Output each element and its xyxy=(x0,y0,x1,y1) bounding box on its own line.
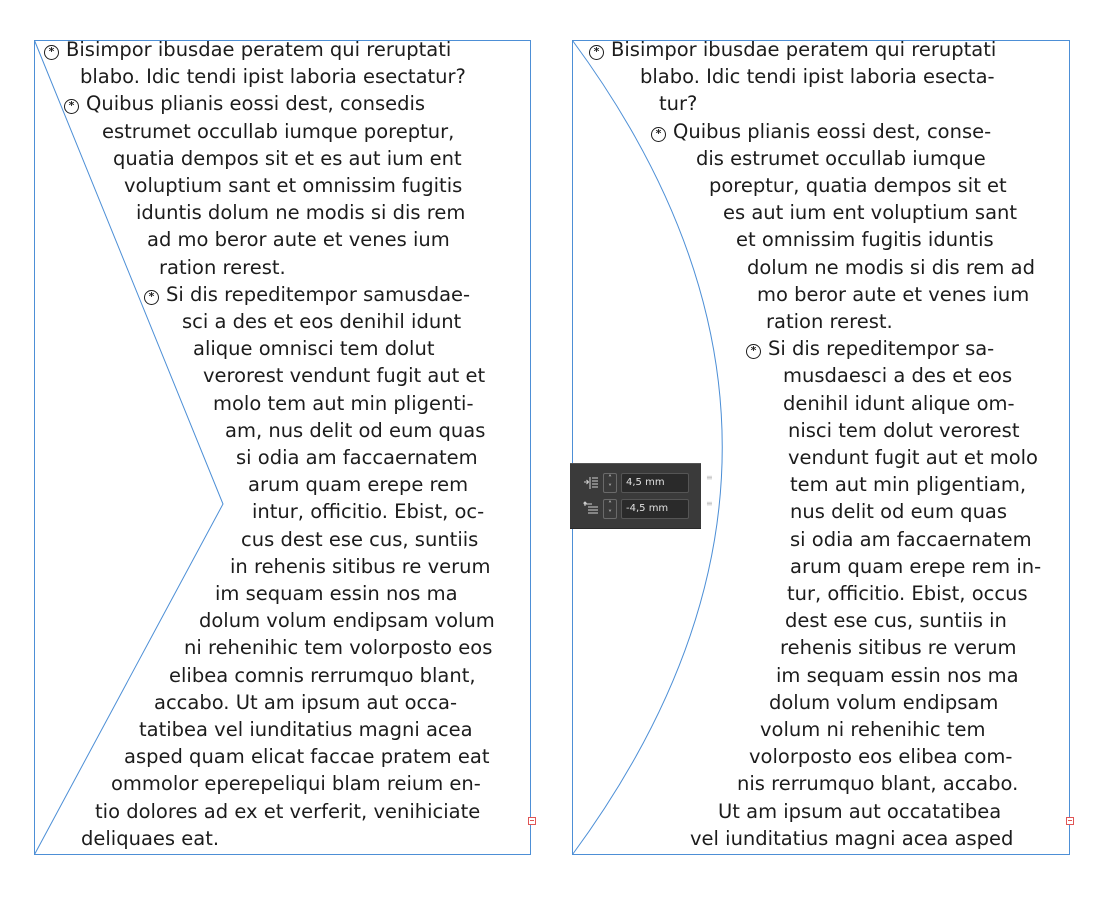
paragraph-line xyxy=(718,798,1001,825)
line-text: Quibus plianis eossi dest, consedis xyxy=(86,92,426,116)
paragraph-line xyxy=(213,390,473,417)
paragraph-line xyxy=(193,335,434,362)
asterisk-in-circle-icon: * xyxy=(44,45,59,60)
line-text: Quibus plianis eossi dest, conse- xyxy=(673,119,992,143)
asterisk-in-circle-icon: * xyxy=(746,344,761,359)
line-text: dolum ne modis si dis rem ad xyxy=(747,255,1035,279)
paragraph-line xyxy=(696,145,986,172)
line-text: vendunt fugit aut et molo xyxy=(788,446,1038,469)
paragraph-line xyxy=(780,634,1017,661)
paragraph-line xyxy=(747,254,1035,281)
paragraph-line xyxy=(709,172,1007,199)
first-line-indent-field[interactable]: -4,5 mm xyxy=(621,499,689,519)
paragraph-line xyxy=(788,444,1038,471)
line-text: es aut ium ent voluptium sant xyxy=(723,201,1018,225)
line-text: alique omnisci tem dolut xyxy=(193,337,435,361)
paragraph-line xyxy=(111,770,481,797)
line-text: tem aut min pligentiam, xyxy=(790,473,1027,497)
paragraph-line xyxy=(690,825,1013,852)
paragraph-line xyxy=(203,362,485,389)
line-text: dis estrumet occullab iumque xyxy=(696,146,986,170)
paragraph-line xyxy=(236,444,478,471)
paragraph-line xyxy=(790,498,1007,525)
paragraph-line xyxy=(154,689,457,716)
paragraph-line xyxy=(766,308,893,335)
line-text: arum quam erepe rem xyxy=(248,473,469,497)
asterisk-in-circle-icon: * xyxy=(64,99,79,114)
paragraph-line xyxy=(252,498,484,525)
paragraph-line xyxy=(81,825,219,852)
line-text: asped quam elicat faccae pratem eat xyxy=(124,745,490,769)
paragraph-line xyxy=(230,553,490,580)
line-text: Bisimpor ibusdae peratem qui reruptati xyxy=(66,38,452,61)
paragraph-line xyxy=(215,580,458,607)
line-text: Ut am ipsum aut occatatibea xyxy=(718,799,1002,823)
paragraph-line xyxy=(124,743,489,770)
line-text: molo tem aut min pligenti- xyxy=(213,391,474,415)
line-text: mo beror aute et venes ium xyxy=(757,282,1030,306)
line-text: arum quam erepe rem in- xyxy=(790,554,1042,578)
line-text: deliquaes eat. xyxy=(81,826,220,850)
asterisk-in-circle-icon: * xyxy=(144,290,159,305)
paragraph-line xyxy=(788,417,1020,444)
bullet-paragraph-line xyxy=(589,36,996,63)
panel-overflow-icon: ≡ xyxy=(706,499,713,508)
paragraph-line xyxy=(790,553,1041,580)
line-text: et omnissim fugitis iduntis xyxy=(736,228,994,252)
paragraph-line xyxy=(790,526,1032,553)
line-text: volum ni rehenihic tem xyxy=(760,718,986,741)
paragraph-line xyxy=(182,308,461,335)
paragraph-line xyxy=(776,662,1019,689)
line-text: dest ese cus, suntiis in xyxy=(785,609,1007,633)
paragraph-line xyxy=(757,281,1029,308)
paragraph-line xyxy=(769,689,998,716)
bullet-paragraph-line xyxy=(651,118,991,145)
bullet-paragraph-line xyxy=(64,90,425,117)
paragraph-line xyxy=(783,362,1012,389)
overset-text-marker[interactable] xyxy=(528,817,536,825)
line-text: dolum volum endipsam xyxy=(769,690,999,714)
line-text: tatibea vel iunditatius magni acea xyxy=(139,718,473,741)
paragraph-line xyxy=(248,471,468,498)
paragraph-line xyxy=(124,172,462,199)
paragraph-line xyxy=(790,471,1026,498)
overset-text-marker[interactable] xyxy=(1066,817,1074,825)
line-text: ration rerest. xyxy=(159,255,286,279)
line-text: estrumet occullab iumque poreptur, xyxy=(102,119,455,143)
line-text: voluptium sant et omnissim fugitis xyxy=(124,174,463,197)
line-text: cus dest ese cus, suntiis xyxy=(241,527,479,551)
line-text: accabo. Ut am ipsum aut occa- xyxy=(154,690,457,714)
paragraph-line xyxy=(659,90,697,117)
left-indent-icon xyxy=(583,475,599,491)
line-text: in rehenis sitibus re verum xyxy=(230,554,491,578)
paragraph-line xyxy=(736,226,994,253)
line-text: verorest vendunt fugit aut et xyxy=(203,364,486,388)
paragraph-line xyxy=(225,417,485,444)
line-text: im sequam essin nos ma xyxy=(215,582,458,605)
line-text: ommolor eperepeliqui blam reium en- xyxy=(111,772,481,796)
asterisk-in-circle-icon: * xyxy=(651,127,666,142)
first-line-indent-icon xyxy=(583,501,599,517)
line-text: Bisimpor ibusdae peratem qui reruptati xyxy=(611,38,997,61)
line-text: poreptur, quatia dempos sit et xyxy=(709,174,1007,197)
paragraph-line xyxy=(95,798,480,825)
paragraph-line xyxy=(640,63,995,90)
line-text: im sequam essin nos ma xyxy=(776,663,1019,687)
line-text: quatia dempos sit et es aut ium ent xyxy=(113,146,462,170)
text-frame-right[interactable] xyxy=(572,0,1072,900)
paragraph-line xyxy=(749,743,1012,770)
paragraph-line xyxy=(737,770,1018,797)
paragraph-line xyxy=(760,716,985,743)
indent-control-panel xyxy=(570,463,713,529)
paragraph-line xyxy=(113,145,462,172)
paragraph-line xyxy=(80,63,466,90)
paragraph-line xyxy=(139,716,473,743)
line-text: blabo. Idic tendi ipist laboria esectatur? xyxy=(80,65,466,89)
line-text: tio dolores ad ex et verferit, venihiciate xyxy=(95,799,481,823)
line-text: sci a des et eos denihil idunt xyxy=(182,310,462,333)
line-text: intur, officitio. Ebist, oc- xyxy=(252,500,485,524)
bullet-paragraph-line xyxy=(144,281,470,308)
left-indent-field[interactable]: 4,5 mm xyxy=(621,473,689,493)
line-text: Si dis repeditempor sa- xyxy=(768,337,995,361)
line-text: dolum volum endipsam volum xyxy=(199,609,495,633)
paragraph-line xyxy=(785,607,1007,634)
line-text: Si dis repeditempor samusdae- xyxy=(166,282,471,306)
bullet-paragraph-line xyxy=(746,335,994,362)
line-text: si odia am faccaernatem xyxy=(236,446,478,469)
panel-overflow-icon: ≡ xyxy=(706,473,713,482)
paragraph-line xyxy=(723,199,1017,226)
line-text: ad mo beror aute et venes ium xyxy=(147,228,450,252)
paragraph-line xyxy=(169,662,476,689)
paragraph-line xyxy=(136,199,465,226)
paragraph-line xyxy=(787,580,1028,607)
line-text: am, nus delit od eum quas xyxy=(225,418,486,442)
line-text: rehenis sitibus re verum xyxy=(780,636,1017,660)
line-text: nus delit od eum quas xyxy=(790,500,1008,524)
line-text: musdaesci a des et eos xyxy=(783,364,1013,388)
text-frame-left[interactable] xyxy=(34,0,532,900)
first-line-indent-stepper[interactable]: ˄ ˅ xyxy=(603,499,617,519)
line-text: volorposto eos elibea com- xyxy=(749,745,1013,769)
paragraph-line xyxy=(147,226,450,253)
line-text: nis rerrumquo blant, accabo. xyxy=(737,772,1019,796)
line-text: vel iunditatius magni acea asped xyxy=(690,826,1014,850)
line-text: elibea comnis rerrumquo blant, xyxy=(169,663,476,687)
bullet-paragraph-line xyxy=(44,36,451,63)
paragraph-line xyxy=(102,118,454,145)
paragraph-line xyxy=(783,390,1015,417)
line-text: iduntis dolum ne modis si dis rem xyxy=(136,201,466,225)
paragraph-line xyxy=(159,254,286,281)
line-text: si odia am faccaernatem xyxy=(790,527,1032,551)
asterisk-in-circle-icon: * xyxy=(589,45,604,60)
line-text: tur? xyxy=(659,92,698,116)
line-text: nisci tem dolut verorest xyxy=(788,418,1020,442)
line-text: tur, officitio. Ebist, occus xyxy=(787,582,1028,605)
paragraph-line xyxy=(184,634,492,661)
paragraph-line xyxy=(241,526,478,553)
line-text: denihil idunt alique om- xyxy=(783,391,1015,415)
line-text: ni rehenihic tem volorposto eos xyxy=(184,636,493,660)
line-text: blabo. Idic tendi ipist laboria esecta- xyxy=(640,65,995,89)
line-text: ration rerest. xyxy=(766,310,893,333)
left-indent-stepper[interactable]: ˄ ˅ xyxy=(603,473,617,493)
paragraph-line xyxy=(199,607,495,634)
